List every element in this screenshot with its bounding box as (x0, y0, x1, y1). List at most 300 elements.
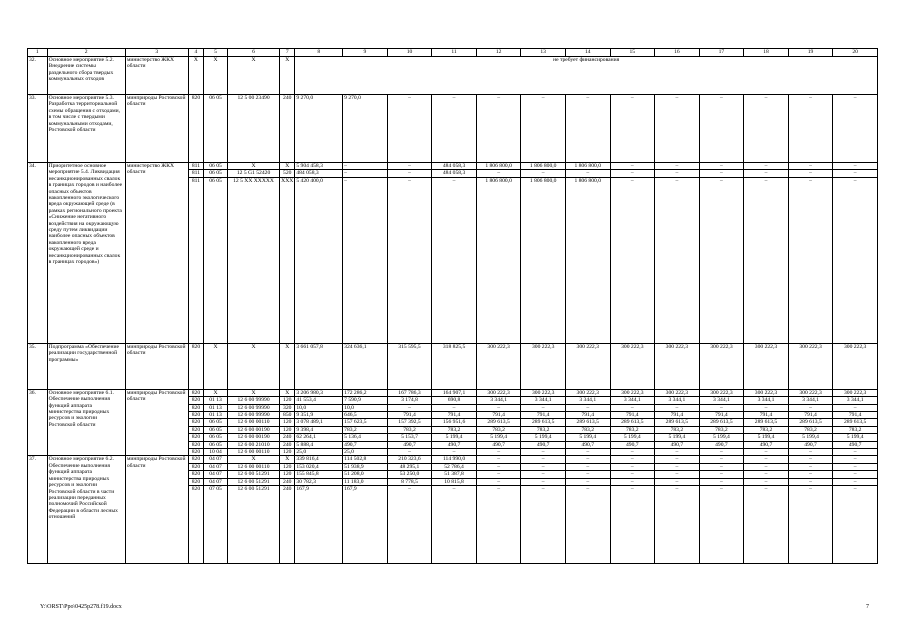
value-cell: 04 07 (204, 471, 228, 478)
value-cell: – (387, 177, 432, 343)
value-cell: – (788, 163, 833, 170)
value-cell: 06 05 (204, 434, 228, 441)
value-cell: 820 (188, 389, 203, 396)
value-cell: 240 (280, 95, 295, 163)
page-number: 7 (866, 604, 869, 610)
measure-name-cell: Основное мероприятие 6.1. Обеспечение выполнения функций аппарата министерства природных ресурсов и экологии Ростовской области (47, 389, 125, 456)
value-cell: 300 222,3 (699, 343, 744, 389)
executor-cell: минприроды Ростовской области (125, 95, 188, 163)
value-cell: – (833, 95, 878, 163)
value-cell: 3 344,1 (476, 397, 521, 404)
value-cell: 289 613,5 (833, 419, 878, 426)
value-cell: 791,4 (565, 412, 610, 419)
value-cell: – (521, 463, 566, 470)
measure-name-cell: Основное мероприятие 5.2. Внедрение системы раздельного сбора твердых коммунальных отходов (47, 57, 125, 95)
value-cell: 820 (188, 95, 203, 163)
value-cell: – (744, 449, 789, 456)
value-cell: 01 13 (204, 397, 228, 404)
value-cell: – (744, 463, 789, 470)
value-cell: Х (204, 389, 228, 396)
value-cell: 210 323,6 (387, 456, 432, 463)
value-cell: – (699, 95, 744, 163)
value-cell: 300 222,3 (610, 343, 655, 389)
footer-file-path: Y:\ORST\Ppo\0425p278.f19.docx (40, 604, 122, 610)
value-cell: – (788, 471, 833, 478)
value-cell: 51 208,0 (343, 471, 388, 478)
row-number-cell: 35. (28, 343, 48, 389)
value-cell: – (476, 404, 521, 411)
value-cell: Х (227, 389, 279, 396)
value-cell: Х (280, 389, 295, 396)
value-cell: – (699, 163, 744, 170)
value-cell: 11 183,0 (343, 478, 388, 485)
value-cell: 5 888,4 (295, 441, 343, 448)
value-cell: – (833, 177, 878, 343)
value-cell: – (610, 95, 655, 163)
value-cell: 820 (188, 404, 203, 411)
value-cell: – (476, 486, 521, 564)
value-cell: Х (227, 343, 279, 389)
executor-cell: минприроды Ростовской области (125, 343, 188, 389)
value-cell: 783,2 (565, 426, 610, 433)
value-cell: Х (227, 163, 279, 170)
row-number-cell: 36. (28, 389, 48, 456)
table-row (28, 163, 878, 170)
value-cell: 791,4 (744, 412, 789, 419)
value-cell: – (432, 95, 477, 163)
value-cell: – (432, 177, 477, 343)
value-cell: – (387, 163, 432, 170)
no-financing-note: не требует финансирования (295, 57, 878, 95)
table-header-row (28, 49, 878, 57)
value-cell: – (833, 463, 878, 470)
value-cell: 3 344,1 (744, 397, 789, 404)
value-cell: 300 222,3 (699, 389, 744, 396)
column-number-header: 7 (280, 49, 295, 57)
value-cell: 300 222,3 (655, 343, 700, 389)
value-cell: – (655, 404, 700, 411)
value-cell: – (521, 449, 566, 456)
value-cell: 9 398,4 (295, 426, 343, 433)
value-cell: – (788, 449, 833, 456)
value-cell: 820 (188, 471, 203, 478)
value-cell: – (476, 95, 521, 163)
value-cell: – (655, 177, 700, 343)
value-cell: – (655, 449, 700, 456)
value-cell: 820 (188, 463, 203, 470)
value-cell: – (521, 478, 566, 485)
value-cell: 5 199,4 (521, 434, 566, 441)
value-cell: 690,8 (432, 397, 477, 404)
value-cell: 120 (280, 471, 295, 478)
value-cell: – (432, 449, 477, 456)
value-cell: 12 6 00 00110 (227, 419, 279, 426)
value-cell: Х (280, 456, 295, 463)
column-number-header: 8 (295, 49, 343, 57)
value-cell: – (744, 163, 789, 170)
value-cell: 3 344,1 (655, 397, 700, 404)
value-cell: – (432, 404, 477, 411)
value-cell: 04 07 (204, 478, 228, 485)
value-cell: 04 07 (204, 456, 228, 463)
value-cell: 53 250,0 (387, 471, 432, 478)
value-cell: 820 (188, 434, 203, 441)
column-number-header: 19 (788, 49, 833, 57)
value-cell: 315 595,5 (387, 343, 432, 389)
value-cell: 820 (188, 441, 203, 448)
column-number-header: 9 (343, 49, 388, 57)
value-cell: – (788, 478, 833, 485)
value-cell: 12 6 00 21010 (227, 441, 279, 448)
value-cell: 3 078 489,1 (295, 419, 343, 426)
measure-name-cell: Приоритетное основное мероприятие 5.4. Ликвидация несанкционированных свалок в границах городов и наиболее опасных объектов накопленного экологического вреда окружающей среде (в рамках регионального проекта «Снижение негативного воздействия на окружающую среду путем ликвидации наиболее опасных объектов накопленного вреда окружающей среде и несанкционированных свалок в границах городов») (47, 163, 125, 344)
table-row (28, 389, 878, 396)
value-cell: 12 6 00 51291 (227, 478, 279, 485)
value-cell: 5 153,7 (387, 434, 432, 441)
budget-table-container (27, 48, 878, 564)
value-cell: – (565, 95, 610, 163)
column-number-header: 13 (521, 49, 566, 57)
value-cell: 3 344,1 (833, 397, 878, 404)
value-cell: 791,4 (521, 412, 566, 419)
value-cell: 300 222,3 (655, 389, 700, 396)
value-cell: 820 (188, 456, 203, 463)
value-cell: 30 782,3 (295, 478, 343, 485)
value-cell: 791,4 (610, 412, 655, 419)
value-cell: 01 13 (204, 412, 228, 419)
value-cell: 240 (280, 434, 295, 441)
value-cell: – (610, 170, 655, 177)
value-cell: 5 420 400,0 (295, 177, 343, 343)
value-cell: 12 6 00 00190 (227, 434, 279, 441)
column-number-header: 4 (188, 49, 203, 57)
value-cell: – (521, 95, 566, 163)
value-cell: 490,7 (432, 441, 477, 448)
value-cell: Х (204, 343, 228, 389)
value-cell: 3 174,8 (387, 397, 432, 404)
value-cell: 791,4 (387, 412, 432, 419)
value-cell: Х (227, 57, 279, 95)
row-number-cell: 33. (28, 95, 48, 163)
value-cell: – (655, 163, 700, 170)
value-cell: – (521, 456, 566, 463)
value-cell: 06 05 (204, 426, 228, 433)
row-number-cell: 34. (28, 163, 48, 344)
value-cell: 783,2 (788, 426, 833, 433)
value-cell: 791,4 (476, 412, 521, 419)
value-cell: 114 502,8 (343, 456, 388, 463)
value-cell: – (521, 404, 566, 411)
value-cell: 12 6 00 00110 (227, 449, 279, 456)
value-cell: ХХХ (280, 177, 295, 343)
value-cell: – (744, 486, 789, 564)
value-cell: – (476, 456, 521, 463)
value-cell: 820 (188, 343, 203, 389)
value-cell: – (610, 404, 655, 411)
value-cell: – (699, 471, 744, 478)
value-cell: 490,7 (343, 441, 388, 448)
column-number-header: 14 (565, 49, 610, 57)
value-cell: – (565, 456, 610, 463)
value-cell: – (833, 449, 878, 456)
value-cell: 25,0 (295, 449, 343, 456)
value-cell: – (476, 463, 521, 470)
value-cell: – (699, 170, 744, 177)
value-cell: 820 (188, 426, 203, 433)
value-cell: 5 136,4 (343, 434, 388, 441)
measure-name-cell: Основное мероприятие 5.3. Разработка территориальной схемы обращения с отходами, в том числе с твердыми коммунальными отходами, Ростовской области (47, 95, 125, 163)
value-cell: 490,7 (521, 441, 566, 448)
value-cell: 3 344,1 (699, 397, 744, 404)
value-cell: 300 222,3 (521, 389, 566, 396)
column-number-header: 2 (47, 49, 125, 57)
value-cell: – (610, 478, 655, 485)
value-cell: 240 (280, 478, 295, 485)
value-cell: Х (204, 57, 228, 95)
value-cell: 12 6 00 00190 (227, 426, 279, 433)
value-cell: 811 (188, 163, 203, 170)
value-cell: – (610, 486, 655, 564)
value-cell: 1 806 800,0 (476, 163, 521, 170)
value-cell: 300 222,3 (565, 343, 610, 389)
value-cell: 172 286,2 (343, 389, 388, 396)
value-cell: 289 613,5 (476, 419, 521, 426)
value-cell: 1 806 800,0 (565, 163, 610, 170)
value-cell: Х (280, 57, 295, 95)
value-cell: 5 199,4 (699, 434, 744, 441)
value-cell: 06 05 (204, 163, 228, 170)
value-cell: 339 816,4 (295, 456, 343, 463)
budget-table (27, 48, 878, 564)
value-cell: 490,7 (699, 441, 744, 448)
value-cell: – (699, 486, 744, 564)
value-cell: – (788, 177, 833, 343)
value-cell: – (833, 478, 878, 485)
value-cell: – (744, 170, 789, 177)
value-cell: – (565, 404, 610, 411)
value-cell: 12 6 00 99990 (227, 412, 279, 419)
value-cell: 12 5 ХХ ХХХХХ (227, 177, 279, 343)
value-cell: 791,4 (833, 412, 878, 419)
table-row (28, 343, 878, 389)
value-cell: – (565, 170, 610, 177)
value-cell: 811 (188, 170, 203, 177)
value-cell: 7 590,9 (343, 397, 388, 404)
value-cell: 3 344,1 (610, 397, 655, 404)
value-cell: 791,4 (655, 412, 700, 419)
value-cell: – (699, 449, 744, 456)
value-cell: 820 (188, 449, 203, 456)
value-cell: 62 264,1 (295, 434, 343, 441)
measure-name-cell: Основное мероприятие 6.2. Обеспечение выполнения функций аппарата министерства природных ресурсов и экологии Ростовской области в части реализации переданных полномочий Российской Федерации в области лесных отношений (47, 456, 125, 564)
value-cell: 820 (188, 397, 203, 404)
value-cell: – (610, 463, 655, 470)
value-cell: 783,2 (744, 426, 789, 433)
column-number-header: 11 (432, 49, 477, 57)
value-cell: 12 5 G1 52420 (227, 170, 279, 177)
value-cell: 300 222,3 (833, 389, 878, 396)
value-cell: Х (280, 163, 295, 170)
value-cell: 12 6 00 51291 (227, 486, 279, 564)
value-cell: 850 (280, 412, 295, 419)
value-cell: 120 (280, 449, 295, 456)
value-cell: 783,2 (476, 426, 521, 433)
value-cell: 490,7 (788, 441, 833, 448)
value-cell: 5 199,4 (610, 434, 655, 441)
value-cell: 820 (188, 419, 203, 426)
value-cell: 5 199,4 (833, 434, 878, 441)
value-cell: 120 (280, 397, 295, 404)
value-cell: 783,2 (610, 426, 655, 433)
value-cell: – (744, 404, 789, 411)
value-cell: 783,2 (699, 426, 744, 433)
value-cell: 490,7 (610, 441, 655, 448)
value-cell: 1 806 800,0 (565, 177, 610, 343)
value-cell: 9 270,0 (295, 95, 343, 163)
value-cell: – (788, 463, 833, 470)
value-cell: 06 05 (204, 441, 228, 448)
value-cell: 240 (280, 486, 295, 564)
executor-cell: министерство ЖКХ области (125, 57, 188, 95)
executor-cell: минприроды Ростовской области (125, 456, 188, 564)
column-number-header: 18 (744, 49, 789, 57)
value-cell: 289 613,5 (655, 419, 700, 426)
value-cell: 3 344,1 (788, 397, 833, 404)
value-cell: – (655, 471, 700, 478)
value-cell: 1 806 800,0 (521, 163, 566, 170)
executor-cell: минприроды Ростовской области (125, 389, 188, 456)
value-cell: 5 199,4 (432, 434, 477, 441)
value-cell: 167,9 (295, 486, 343, 564)
value-cell: 157 623,5 (343, 419, 388, 426)
column-number-header: 5 (204, 49, 228, 57)
value-cell: 167,9 (343, 486, 388, 564)
value-cell: 783,2 (343, 426, 388, 433)
value-cell: 300 222,3 (744, 389, 789, 396)
value-cell: – (655, 170, 700, 177)
value-cell: 3 344,1 (521, 397, 566, 404)
value-cell: 783,2 (833, 426, 878, 433)
value-cell: 324 636,1 (343, 343, 388, 389)
value-cell: 156 951,6 (432, 419, 477, 426)
value-cell: 318 825,5 (432, 343, 477, 389)
value-cell: 114 990,0 (432, 456, 477, 463)
value-cell: – (343, 170, 388, 177)
value-cell: 490,7 (565, 441, 610, 448)
value-cell: – (699, 177, 744, 343)
value-cell: 5 199,4 (744, 434, 789, 441)
value-cell: 820 (188, 478, 203, 485)
value-cell: 07 05 (204, 486, 228, 564)
value-cell: – (744, 95, 789, 163)
value-cell: – (565, 486, 610, 564)
measure-name-cell: Подпрограмма «Обеспечение реализации государственной программы» (47, 343, 125, 389)
value-cell: 25,0 (343, 449, 388, 456)
value-cell: – (744, 456, 789, 463)
value-cell: 06 05 (204, 95, 228, 163)
value-cell: 5 199,4 (655, 434, 700, 441)
value-cell: 484 058,3 (432, 170, 477, 177)
value-cell: 9 270,0 (343, 95, 388, 163)
value-cell: – (476, 478, 521, 485)
value-cell: 12 6 00 99990 (227, 397, 279, 404)
column-number-header: 1 (28, 49, 48, 57)
value-cell: 791,4 (699, 412, 744, 419)
value-cell: 289 613,5 (788, 419, 833, 426)
value-cell: 120 (280, 426, 295, 433)
value-cell: – (610, 456, 655, 463)
row-number-cell: 37. (28, 456, 48, 564)
value-cell: 791,4 (788, 412, 833, 419)
value-cell: 490,7 (744, 441, 789, 448)
value-cell: – (744, 471, 789, 478)
value-cell: – (521, 486, 566, 564)
column-number-header: 17 (699, 49, 744, 57)
value-cell: – (744, 478, 789, 485)
value-cell: – (432, 486, 477, 564)
value-cell: 8 778,5 (387, 478, 432, 485)
value-cell: – (788, 404, 833, 411)
value-cell: Х (188, 57, 203, 95)
value-cell: – (833, 471, 878, 478)
value-cell: 646,5 (343, 412, 388, 419)
value-cell: – (476, 471, 521, 478)
value-cell: – (788, 95, 833, 163)
value-cell: 10,0 (343, 404, 388, 411)
value-cell: 520 (280, 170, 295, 177)
value-cell: 289 613,5 (565, 419, 610, 426)
row-number-cell: 32. (28, 57, 48, 95)
value-cell: 783,2 (521, 426, 566, 433)
value-cell: 5 199,4 (565, 434, 610, 441)
value-cell: 120 (280, 463, 295, 470)
value-cell: 51 938,9 (343, 463, 388, 470)
value-cell: 820 (188, 412, 203, 419)
value-cell: – (610, 449, 655, 456)
value-cell: 300 222,3 (744, 343, 789, 389)
value-cell: 791,4 (432, 412, 477, 419)
value-cell: 1 806 800,0 (521, 177, 566, 343)
value-cell: 164 907,1 (432, 389, 477, 396)
value-cell: – (476, 170, 521, 177)
value-cell: 490,7 (655, 441, 700, 448)
value-cell: – (565, 463, 610, 470)
value-cell: 811 (188, 177, 203, 343)
value-cell: 820 (188, 486, 203, 564)
value-cell: – (655, 463, 700, 470)
value-cell: 10 815,8 (432, 478, 477, 485)
value-cell: 783,2 (387, 426, 432, 433)
value-cell: 3 344,1 (565, 397, 610, 404)
value-cell: 484 058,3 (295, 170, 343, 177)
value-cell: 300 222,3 (833, 343, 878, 389)
table-row (28, 95, 878, 163)
column-number-header: 15 (610, 49, 655, 57)
column-number-header: 20 (833, 49, 878, 57)
value-cell: – (387, 95, 432, 163)
value-cell: 12 5 00 23490 (227, 95, 279, 163)
value-cell: 51 387,8 (432, 471, 477, 478)
table-row (28, 456, 878, 463)
value-cell: – (343, 177, 388, 343)
value-cell: – (788, 486, 833, 564)
value-cell: – (565, 478, 610, 485)
value-cell: – (387, 449, 432, 456)
value-cell: Х (280, 343, 295, 389)
value-cell: – (521, 471, 566, 478)
value-cell: 06 05 (204, 177, 228, 343)
value-cell: – (833, 404, 878, 411)
